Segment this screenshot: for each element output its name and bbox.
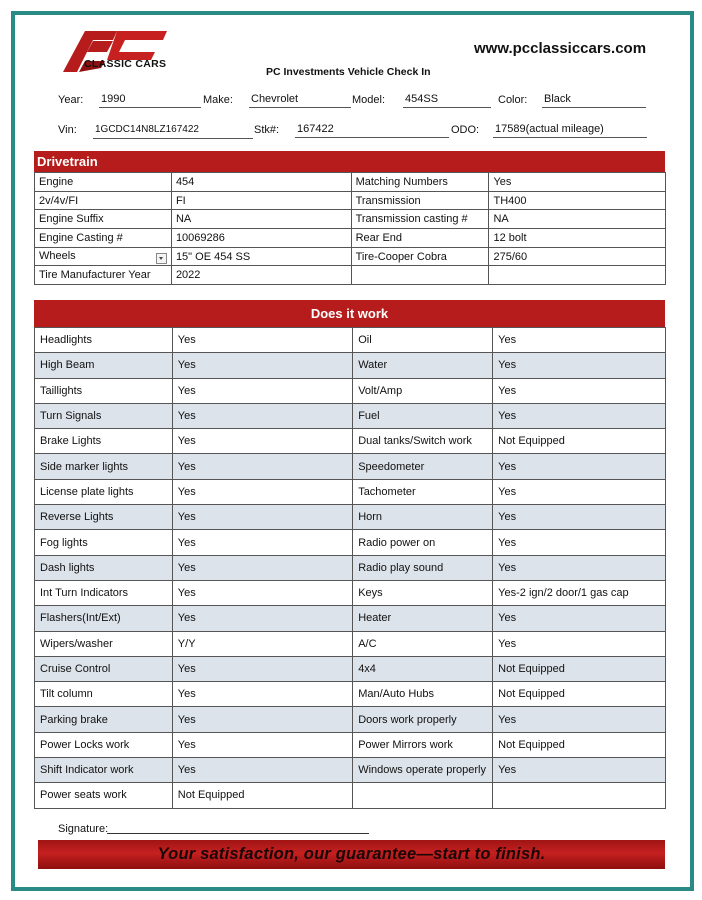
check-item-value[interactable]: Yes (493, 403, 666, 428)
check-item-value[interactable]: Yes (172, 479, 352, 504)
drivetrain-value[interactable]: 10069286 (171, 229, 351, 248)
check-item-label: Wipers/washer (35, 631, 173, 656)
drivetrain-value[interactable]: TH400 (489, 191, 666, 210)
drivetrain-label: Rear End (351, 229, 489, 248)
check-item-label: Dual tanks/Switch work (353, 429, 493, 454)
check-item-value[interactable]: Yes (172, 429, 352, 454)
drivetrain-value[interactable]: 2022 (171, 266, 351, 285)
check-item-label: Doors work properly (353, 707, 493, 732)
drivetrain-header: Drivetrain (34, 151, 665, 172)
check-item-label: Power seats work (35, 783, 173, 808)
does-it-work-table (34, 327, 666, 809)
check-item-label: A/C (353, 631, 493, 656)
check-item-value[interactable] (493, 783, 666, 808)
drivetrain-value[interactable]: 454 (171, 173, 351, 192)
check-item-label: Speedometer (353, 454, 493, 479)
check-item-label: Fog lights (35, 530, 173, 555)
vin-label: Vin: (58, 124, 77, 136)
check-item-value[interactable]: Yes (493, 454, 666, 479)
check-item-value[interactable]: Yes (172, 656, 352, 681)
check-item-value[interactable]: Yes (493, 606, 666, 631)
check-item-value[interactable]: Yes (493, 631, 666, 656)
table-row (35, 247, 666, 266)
check-item-label: License plate lights (35, 479, 173, 504)
check-item-label: Radio play sound (353, 555, 493, 580)
check-item-label: Heater (353, 606, 493, 631)
table-row (35, 707, 666, 732)
check-item-value[interactable]: Yes (172, 353, 352, 378)
check-item-value[interactable]: Yes (172, 732, 352, 757)
table-row (35, 353, 666, 378)
check-item-label: Keys (353, 580, 493, 605)
drivetrain-value[interactable]: 12 bolt (489, 229, 666, 248)
table-row (35, 505, 666, 530)
table-row (35, 429, 666, 454)
vin-field[interactable]: 1GCDC14N8LZ167422 (93, 124, 253, 139)
drivetrain-value[interactable]: 15" OE 454 SS (171, 247, 351, 266)
check-item-value[interactable]: Yes (172, 454, 352, 479)
check-item-label: Tachometer (353, 479, 493, 504)
check-item-label: Fuel (353, 403, 493, 428)
check-item-value[interactable]: Yes (493, 378, 666, 403)
check-item-label: Headlights (35, 328, 173, 353)
check-item-value[interactable]: Yes (493, 328, 666, 353)
drivetrain-label: Transmission casting # (351, 210, 489, 229)
check-item-value[interactable]: Yes (172, 606, 352, 631)
slogan-banner: Your satisfaction, our guarantee—start to finish. (38, 840, 665, 869)
signature-label: Signature: (58, 823, 109, 835)
check-item-value[interactable]: Yes (493, 555, 666, 580)
drivetrain-value[interactable]: NA (171, 210, 351, 229)
check-item-label: Turn Signals (35, 403, 173, 428)
check-item-value[interactable]: Yes (493, 505, 666, 530)
drivetrain-label: 2v/4v/FI (35, 191, 172, 210)
check-item-value[interactable]: Yes (172, 328, 352, 353)
signature-line[interactable] (107, 833, 369, 834)
table-row (35, 454, 666, 479)
drivetrain-label: Engine Suffix (35, 210, 172, 229)
check-item-label: 4x4 (353, 656, 493, 681)
drivetrain-label: Tire Manufacturer Year (35, 266, 172, 285)
check-item-value[interactable]: Yes (172, 505, 352, 530)
check-item-label: Tilt column (35, 682, 173, 707)
table-row (35, 191, 666, 210)
check-item-value[interactable]: Yes (172, 555, 352, 580)
check-item-label: Reverse Lights (35, 505, 173, 530)
check-item-value[interactable]: Yes (172, 403, 352, 428)
check-item-label: Side marker lights (35, 454, 173, 479)
check-item-value[interactable]: Yes (172, 378, 352, 403)
table-row (35, 210, 666, 229)
check-item-value[interactable]: Yes (493, 530, 666, 555)
check-item-label: Man/Auto Hubs (353, 682, 493, 707)
check-item-label: Cruise Control (35, 656, 173, 681)
table-row (35, 783, 666, 808)
table-row (35, 758, 666, 783)
check-item-value[interactable]: Not Equipped (493, 732, 666, 757)
check-item-value[interactable]: Yes (493, 479, 666, 504)
check-item-label: Flashers(Int/Ext) (35, 606, 173, 631)
table-row (35, 173, 666, 192)
odo-label: ODO: (451, 124, 480, 136)
check-item-label: Oil (353, 328, 493, 353)
table-row (35, 631, 666, 656)
table-row (35, 732, 666, 757)
table-row (35, 266, 666, 285)
wheels-dropdown-cell[interactable] (35, 247, 172, 266)
table-row (35, 656, 666, 681)
check-item-value[interactable]: Yes (172, 758, 352, 783)
logo-text: CLASSIC CARS (84, 58, 167, 70)
check-item-label: Windows operate properly (353, 758, 493, 783)
check-item-label (353, 783, 493, 808)
table-row (35, 328, 666, 353)
check-item-label: Parking brake (35, 707, 173, 732)
model-label: Model: (352, 94, 386, 106)
drivetrain-label: Engine Casting # (35, 229, 172, 248)
make-label: Make: (203, 94, 233, 106)
model-field[interactable]: 454SS (403, 93, 491, 108)
make-field[interactable]: Chevrolet (249, 93, 351, 108)
table-row (35, 606, 666, 631)
year-label: Year: (58, 94, 84, 106)
year-field[interactable]: 1990 (99, 93, 201, 108)
table-row (35, 378, 666, 403)
check-item-label: High Beam (35, 353, 173, 378)
check-item-value[interactable]: Yes (493, 758, 666, 783)
color-field[interactable]: Black (542, 93, 646, 108)
check-item-value[interactable]: Yes (493, 353, 666, 378)
check-item-label: Radio power on (353, 530, 493, 555)
table-row (35, 555, 666, 580)
check-item-label: Power Mirrors work (353, 732, 493, 757)
check-item-label: Horn (353, 505, 493, 530)
check-item-label: Dash lights (35, 555, 173, 580)
drivetrain-table (34, 172, 666, 285)
table-row (35, 479, 666, 504)
drivetrain-label (351, 266, 489, 285)
drivetrain-value[interactable]: NA (489, 210, 666, 229)
check-item-label: Brake Lights (35, 429, 173, 454)
table-row (35, 682, 666, 707)
check-item-label: Power Locks work (35, 732, 173, 757)
check-item-value[interactable]: Yes (172, 530, 352, 555)
stock-field[interactable]: 167422 (295, 123, 449, 138)
check-item-label: Int Turn Indicators (35, 580, 173, 605)
drivetrain-label: Wheels (39, 249, 76, 262)
color-label: Color: (498, 94, 528, 106)
table-row (35, 403, 666, 428)
odo-field[interactable]: 17589(actual mileage) (493, 123, 647, 138)
drivetrain-value[interactable]: Yes (489, 173, 666, 192)
drivetrain-label: Matching Numbers (351, 173, 489, 192)
check-item-value[interactable]: Yes (172, 682, 352, 707)
drivetrain-label: Tire-Cooper Cobra (351, 247, 489, 266)
check-item-label: Water (353, 353, 493, 378)
drivetrain-label: Engine (35, 173, 172, 192)
check-item-label: Shift Indicator work (35, 758, 173, 783)
website-url[interactable]: www.pcclassiccars.com (474, 40, 647, 57)
table-row (35, 530, 666, 555)
check-item-value[interactable]: Y/Y (172, 631, 352, 656)
check-item-value[interactable]: Not Equipped (493, 656, 666, 681)
pc-logo (55, 28, 175, 78)
does-it-work-header: Does it work (34, 300, 665, 327)
check-item-value[interactable]: Not Equipped (493, 682, 666, 707)
check-item-label: Volt/Amp (353, 378, 493, 403)
check-item-label: Taillights (35, 378, 173, 403)
check-item-value[interactable]: Not Equipped (172, 783, 352, 808)
stock-label: Stk#: (254, 124, 280, 136)
check-item-value[interactable]: Yes-2 ign/2 door/1 gas cap (493, 580, 666, 605)
table-row (35, 580, 666, 605)
check-item-value[interactable]: Yes (172, 580, 352, 605)
drivetrain-value[interactable]: 275/60 (489, 247, 666, 266)
drivetrain-label: Transmission (351, 191, 489, 210)
check-item-value[interactable]: Not Equipped (493, 429, 666, 454)
document-title: PC Investments Vehicle Check In (266, 66, 431, 78)
table-row (35, 229, 666, 248)
chevron-down-icon[interactable] (156, 253, 167, 264)
drivetrain-value[interactable] (489, 266, 666, 285)
check-item-value[interactable]: Yes (172, 707, 352, 732)
check-item-value[interactable]: Yes (493, 707, 666, 732)
drivetrain-value[interactable]: FI (171, 191, 351, 210)
